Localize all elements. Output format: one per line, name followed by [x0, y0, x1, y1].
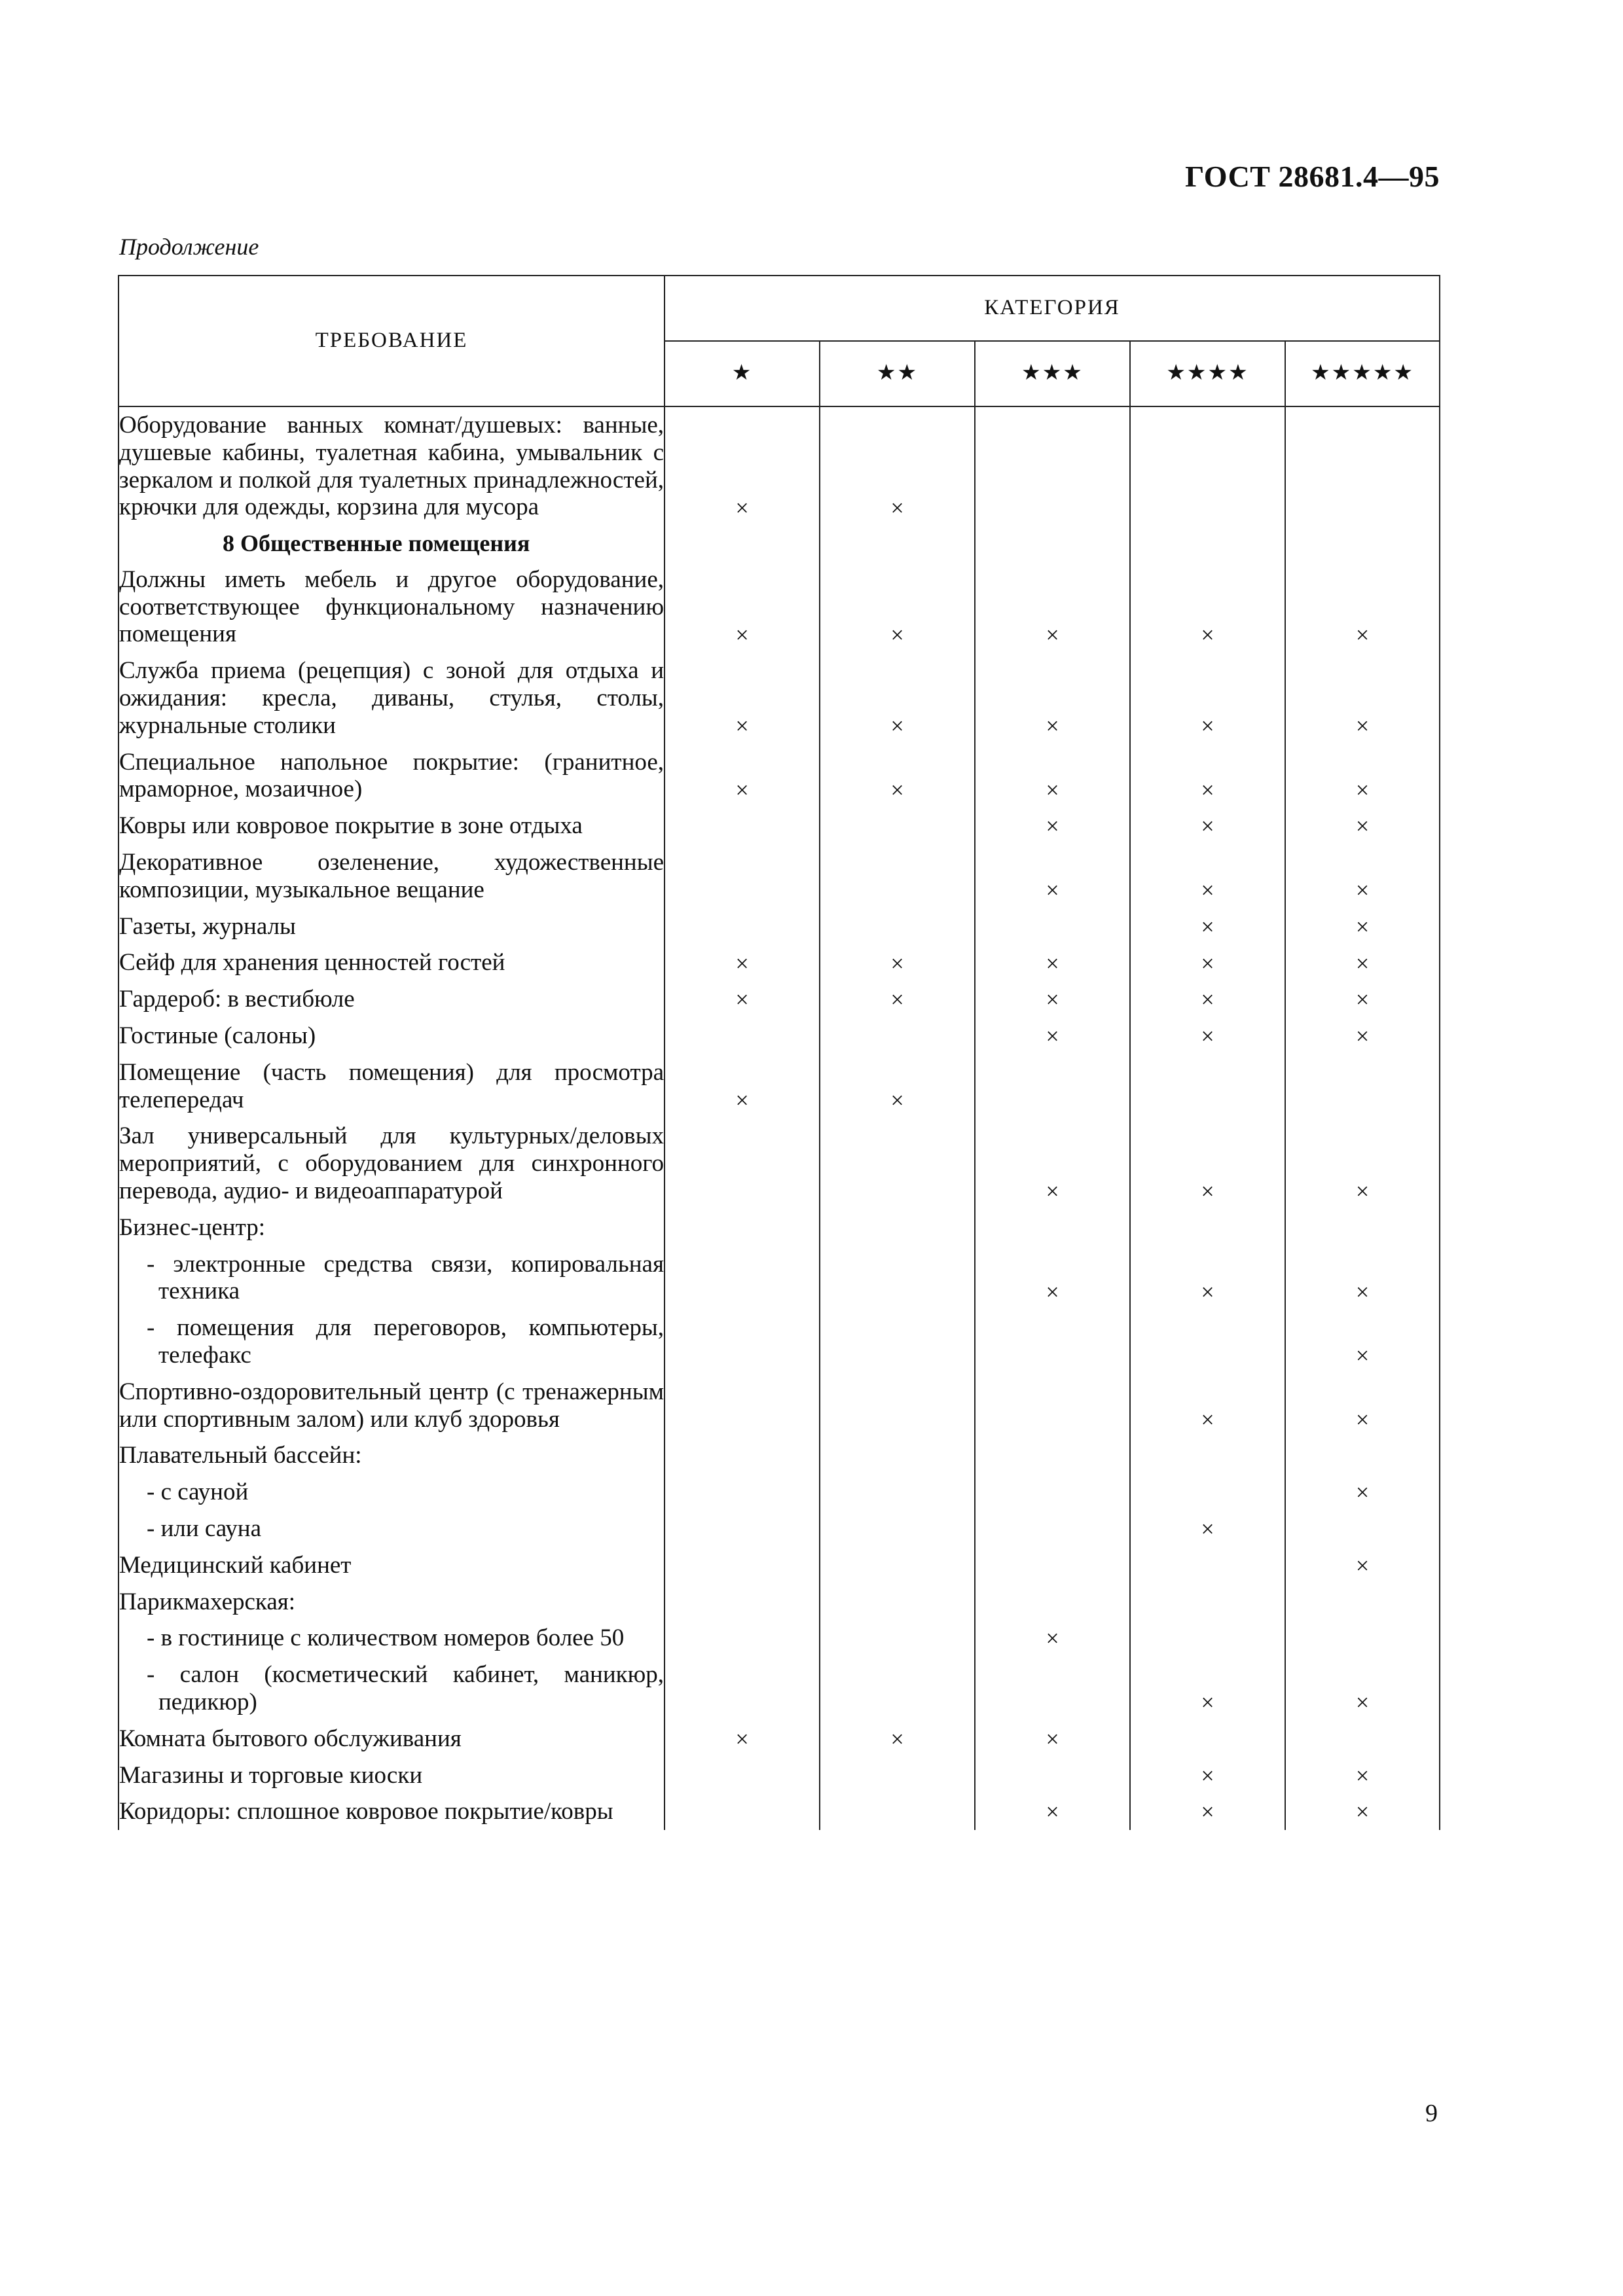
category-4-mark-cell [1130, 1793, 1285, 1830]
category-4-mark-cell [1130, 1757, 1285, 1794]
category-1-mark-cell [665, 1547, 820, 1584]
required-mark: × [1201, 1278, 1214, 1305]
table-row [119, 1547, 1440, 1584]
category-4-mark-cell [1130, 1584, 1285, 1621]
category-4-mark-cell [1130, 844, 1285, 908]
requirement-text: Бизнес-центр: [119, 1210, 665, 1246]
category-3-mark-cell [975, 1310, 1130, 1374]
category-1-mark-cell [665, 1246, 820, 1310]
category-2-star: ★★ [820, 341, 975, 406]
table-row [119, 1118, 1440, 1209]
required-mark: × [1355, 1762, 1370, 1789]
table-row [119, 1511, 1440, 1547]
category-5-star: ★★★★★ [1285, 341, 1440, 406]
required-mark: × [1046, 621, 1059, 648]
category-4-mark-cell [1130, 1310, 1285, 1374]
category-2-mark-cell [820, 944, 975, 981]
category-3-star: ★★★ [975, 341, 1130, 406]
required-mark: × [735, 1086, 749, 1113]
required-mark: × [1355, 712, 1370, 739]
required-mark: × [735, 621, 749, 648]
requirement-text: Зал универсальный для культурных/деловых мероприятий, с оборудованием для синхронного перевода, аудио- и видеоаппаратурой [119, 1118, 665, 1209]
category-4-mark-cell [1130, 406, 1285, 526]
requirement-text: Сейф для хранения ценностей гостей [119, 944, 665, 981]
requirement-text: - электронные средства связи, копировальная техника [119, 1246, 665, 1310]
category-4-mark-cell [1130, 1210, 1285, 1246]
required-mark: × [1201, 621, 1214, 648]
category-4-mark-cell [1130, 744, 1285, 808]
category-1-mark-cell [665, 1437, 820, 1474]
category-3-mark-cell [975, 526, 1130, 562]
category-2-mark-cell [820, 1657, 975, 1721]
table-row [119, 1474, 1440, 1511]
category-2-mark-cell [820, 1474, 975, 1511]
requirements-table-body [119, 406, 1440, 1830]
category-2-mark-cell [820, 808, 975, 844]
category-1-mark-cell [665, 1511, 820, 1547]
required-mark: × [1046, 1278, 1059, 1305]
category-3-mark-cell [975, 1246, 1130, 1310]
category-4-mark-cell [1130, 808, 1285, 844]
required-mark: × [1201, 950, 1214, 977]
category-4-mark-cell [1130, 1657, 1285, 1721]
table-row [119, 1757, 1440, 1794]
category-5-mark-cell [1285, 744, 1440, 808]
category-2-mark-cell [820, 844, 975, 908]
category-1-mark-cell [665, 1721, 820, 1757]
category-3-mark-cell [975, 1584, 1130, 1621]
category-4-mark-cell [1130, 908, 1285, 945]
required-mark: × [1355, 986, 1370, 1013]
required-mark: × [1046, 1023, 1059, 1050]
required-mark: × [1201, 712, 1214, 739]
category-1-mark-cell [665, 1054, 820, 1119]
required-mark: × [1201, 1689, 1214, 1716]
required-mark: × [1046, 986, 1059, 1013]
category-3-mark-cell [975, 1657, 1130, 1721]
category-3-mark-cell [975, 1721, 1130, 1757]
table-row [119, 1246, 1440, 1310]
required-mark: × [1201, 1516, 1214, 1543]
category-1-mark-cell [665, 944, 820, 981]
requirement-text: Гардероб: в вестибюле [119, 981, 665, 1018]
category-4-mark-cell [1130, 1721, 1285, 1757]
category-3-mark-cell [975, 653, 1130, 744]
category-2-mark-cell [820, 406, 975, 526]
required-mark: × [1355, 913, 1370, 940]
required-mark: × [1046, 1178, 1059, 1205]
category-2-mark-cell [820, 1310, 975, 1374]
category-4-mark-cell [1130, 653, 1285, 744]
category-2-mark-cell [820, 1757, 975, 1794]
required-mark: × [1046, 813, 1059, 840]
category-4-mark-cell [1130, 526, 1285, 562]
requirement-text: Магазины и торговые киоски [119, 1757, 665, 1794]
table-row [119, 944, 1440, 981]
category-5-mark-cell [1285, 1374, 1440, 1438]
category-1-mark-cell [665, 406, 820, 526]
category-2-mark-cell [820, 653, 975, 744]
category-4-mark-cell [1130, 1118, 1285, 1209]
category-5-mark-cell [1285, 981, 1440, 1018]
category-3-mark-cell [975, 562, 1130, 653]
category-2-mark-cell [820, 1210, 975, 1246]
requirement-text: - помещения для переговоров, компьютеры, телефакс [119, 1310, 665, 1374]
required-mark: × [1201, 1406, 1214, 1433]
category-4-mark-cell [1130, 562, 1285, 653]
required-mark: × [735, 712, 749, 739]
requirement-text: Комната бытового обслуживания [119, 1721, 665, 1757]
required-mark: × [1201, 813, 1214, 840]
category-3-mark-cell [975, 1757, 1130, 1794]
category-5-mark-cell [1285, 1210, 1440, 1246]
required-mark: × [1201, 776, 1214, 803]
category-1-mark-cell [665, 1310, 820, 1374]
required-mark: × [1201, 1023, 1214, 1050]
table-row [119, 1620, 1440, 1657]
category-5-mark-cell [1285, 1584, 1440, 1621]
requirement-text: Служба приема (рецепция) с зоной для отдыха и ожидания: кресла, диваны, стулья, столы, журнальные столики [119, 653, 665, 744]
requirement-text: Гостиные (салоны) [119, 1018, 665, 1054]
category-5-mark-cell [1285, 1757, 1440, 1794]
requirement-text: Помещение (часть помещения) для просмотра телепередач [119, 1054, 665, 1119]
category-4-mark-cell [1130, 1511, 1285, 1547]
section-title: 8 Общественные помещения [119, 526, 665, 562]
table-row [119, 1310, 1440, 1374]
category-2-mark-cell [820, 1547, 975, 1584]
category-1-mark-cell [665, 1757, 820, 1794]
category-5-mark-cell [1285, 1657, 1440, 1721]
table-row [119, 981, 1440, 1018]
requirement-text: - с сауной [119, 1474, 665, 1511]
category-3-mark-cell [975, 1474, 1130, 1511]
category-5-mark-cell [1285, 562, 1440, 653]
requirement-text: Медицинский кабинет [119, 1547, 665, 1584]
category-3-mark-cell [975, 1793, 1130, 1830]
required-mark: × [1046, 1725, 1059, 1752]
required-mark: × [1355, 1799, 1370, 1825]
category-3-mark-cell [975, 981, 1130, 1018]
category-3-mark-cell [975, 1018, 1130, 1054]
requirements-table [118, 275, 1440, 1830]
category-5-mark-cell [1285, 1310, 1440, 1374]
requirement-text: Должны иметь мебель и другое оборудование, соответствующее функциональному назначению помещения [119, 562, 665, 653]
category-header: КАТЕГОРИЯ [665, 276, 1440, 341]
category-3-mark-cell [975, 1437, 1130, 1474]
table-row [119, 562, 1440, 653]
table-row [119, 1793, 1440, 1830]
required-mark: × [1355, 621, 1370, 648]
category-5-mark-cell [1285, 1793, 1440, 1830]
required-mark: × [1046, 1625, 1059, 1652]
category-4-mark-cell [1130, 981, 1285, 1018]
category-1-mark-cell [665, 1793, 820, 1830]
category-4-mark-cell [1130, 944, 1285, 981]
category-5-mark-cell [1285, 1246, 1440, 1310]
required-mark: × [1046, 712, 1059, 739]
category-1-mark-cell [665, 844, 820, 908]
table-row [119, 1584, 1440, 1621]
required-mark: × [1355, 813, 1370, 840]
required-mark: × [1355, 1023, 1370, 1050]
continuation-label: Продолжение [119, 234, 259, 260]
category-1-star: ★ [665, 341, 820, 406]
category-5-mark-cell [1285, 1721, 1440, 1757]
category-5-mark-cell [1285, 1118, 1440, 1209]
category-3-mark-cell [975, 1620, 1130, 1657]
required-mark: × [1046, 1799, 1059, 1825]
required-mark: × [1201, 986, 1214, 1013]
category-2-mark-cell [820, 1721, 975, 1757]
category-1-mark-cell [665, 744, 820, 808]
category-2-mark-cell [820, 1584, 975, 1621]
required-mark: × [1046, 776, 1059, 803]
required-mark: × [735, 776, 749, 803]
category-5-mark-cell [1285, 1018, 1440, 1054]
category-1-mark-cell [665, 1474, 820, 1511]
required-mark: × [1201, 913, 1214, 940]
required-mark: × [1046, 950, 1059, 977]
category-5-mark-cell [1285, 808, 1440, 844]
requirement-text: Оборудование ванных комнат/душевых: ванные, душевые кабины, туалетная кабина, умывальник с зеркалом и полкой для туалетных принадлежностей, крючки для одежды, корзина для мусора [119, 406, 665, 526]
category-4-mark-cell [1130, 1474, 1285, 1511]
table-row [119, 1437, 1440, 1474]
category-2-mark-cell [820, 1018, 975, 1054]
table-row [119, 908, 1440, 945]
category-2-mark-cell [820, 1620, 975, 1657]
category-5-mark-cell [1285, 944, 1440, 981]
required-mark: × [1355, 950, 1370, 977]
category-5-mark-cell [1285, 1547, 1440, 1584]
category-4-mark-cell [1130, 1620, 1285, 1657]
category-2-mark-cell [820, 981, 975, 1018]
category-1-mark-cell [665, 1657, 820, 1721]
category-4-mark-cell [1130, 1547, 1285, 1584]
required-mark: × [735, 950, 749, 977]
required-mark: × [1355, 1552, 1370, 1579]
requirement-text: Декоративное озеленение, художественные композиции, музыкальное вещание [119, 844, 665, 908]
category-4-mark-cell [1130, 1018, 1285, 1054]
category-2-mark-cell [820, 1374, 975, 1438]
category-1-mark-cell [665, 1620, 820, 1657]
requirement-text: Ковры или ковровое покрытие в зоне отдыха [119, 808, 665, 844]
category-5-mark-cell [1285, 1620, 1440, 1657]
table-row [119, 1054, 1440, 1119]
category-5-mark-cell [1285, 406, 1440, 526]
category-3-mark-cell [975, 1511, 1130, 1547]
table-row [119, 844, 1440, 908]
table-row [119, 406, 1440, 526]
category-3-mark-cell [975, 944, 1130, 981]
required-mark: × [1355, 1342, 1370, 1369]
category-2-mark-cell [820, 908, 975, 945]
table-row [119, 1721, 1440, 1757]
category-2-mark-cell [820, 744, 975, 808]
category-5-mark-cell [1285, 526, 1440, 562]
category-2-mark-cell [820, 526, 975, 562]
category-2-mark-cell [820, 1437, 975, 1474]
requirement-text: - салон (косметический кабинет, маникюр, педикюр) [119, 1657, 665, 1721]
category-5-mark-cell [1285, 1511, 1440, 1547]
required-mark: × [735, 494, 749, 521]
category-5-mark-cell [1285, 908, 1440, 945]
category-3-mark-cell [975, 808, 1130, 844]
requirement-text: Парикмахерская: [119, 1584, 665, 1621]
category-5-mark-cell [1285, 1054, 1440, 1119]
category-3-mark-cell [975, 1054, 1130, 1119]
category-1-mark-cell [665, 526, 820, 562]
category-2-mark-cell [820, 1793, 975, 1830]
required-mark: × [1201, 1799, 1214, 1825]
required-mark: × [890, 986, 904, 1013]
category-3-mark-cell [975, 908, 1130, 945]
category-3-mark-cell [975, 744, 1130, 808]
category-4-mark-cell [1130, 1374, 1285, 1438]
category-1-mark-cell [665, 1118, 820, 1209]
category-5-mark-cell [1285, 844, 1440, 908]
required-mark: × [1355, 1406, 1370, 1433]
requirement-text: Специальное напольное покрытие: (гранитное, мраморное, мозаичное) [119, 744, 665, 808]
table-row [119, 1210, 1440, 1246]
category-1-mark-cell [665, 653, 820, 744]
category-4-mark-cell [1130, 1054, 1285, 1119]
required-mark: × [735, 1725, 749, 1752]
table-row [119, 808, 1440, 844]
category-3-mark-cell [975, 1547, 1130, 1584]
requirement-header: ТРЕБОВАНИЕ [119, 276, 665, 406]
required-mark: × [1355, 876, 1370, 903]
required-mark: × [890, 621, 904, 648]
table-row [119, 1657, 1440, 1721]
requirement-text: - в гостинице с количеством номеров более 50 [119, 1620, 665, 1657]
required-mark: × [1355, 1178, 1370, 1205]
category-2-mark-cell [820, 1511, 975, 1547]
page-number: 9 [1425, 2100, 1438, 2127]
category-5-mark-cell [1285, 1474, 1440, 1511]
required-mark: × [1201, 1762, 1214, 1789]
category-3-mark-cell [975, 844, 1130, 908]
category-1-mark-cell [665, 908, 820, 945]
category-5-mark-cell [1285, 1437, 1440, 1474]
category-1-mark-cell [665, 562, 820, 653]
table-row [119, 1018, 1440, 1054]
category-1-mark-cell [665, 1584, 820, 1621]
required-mark: × [1355, 776, 1370, 803]
category-1-mark-cell [665, 981, 820, 1018]
required-mark: × [1046, 876, 1059, 903]
category-4-star: ★★★★ [1130, 341, 1285, 406]
category-1-mark-cell [665, 808, 820, 844]
required-mark: × [1201, 876, 1214, 903]
category-2-mark-cell [820, 562, 975, 653]
document-code: ГОСТ 28681.4—95 [1185, 160, 1440, 193]
required-mark: × [1355, 1278, 1370, 1305]
table-row [119, 1374, 1440, 1438]
category-3-mark-cell [975, 1374, 1130, 1438]
category-3-mark-cell [975, 1118, 1130, 1209]
required-mark: × [890, 950, 904, 977]
required-mark: × [890, 712, 904, 739]
category-3-mark-cell [975, 1210, 1130, 1246]
category-3-mark-cell [975, 406, 1130, 526]
category-2-mark-cell [820, 1054, 975, 1119]
required-mark: × [735, 986, 749, 1013]
category-1-mark-cell [665, 1018, 820, 1054]
requirement-text: - или сауна [119, 1511, 665, 1547]
section-row [119, 526, 1440, 562]
table-row [119, 744, 1440, 808]
required-mark: × [890, 1725, 904, 1752]
required-mark: × [890, 1086, 904, 1113]
category-2-mark-cell [820, 1118, 975, 1209]
category-4-mark-cell [1130, 1246, 1285, 1310]
required-mark: × [1201, 1178, 1214, 1205]
requirement-text: Спортивно-оздоровительный центр (с тренажерным или спортивным залом) или клуб здоровья [119, 1374, 665, 1438]
requirement-text: Коридоры: сплошное ковровое покрытие/ковры [119, 1793, 665, 1830]
category-1-mark-cell [665, 1374, 820, 1438]
requirement-text: Газеты, журналы [119, 908, 665, 945]
requirement-text: Плавательный бассейн: [119, 1437, 665, 1474]
table-row [119, 653, 1440, 744]
required-mark: × [1355, 1479, 1370, 1506]
category-4-mark-cell [1130, 1437, 1285, 1474]
required-mark: × [890, 494, 904, 521]
category-5-mark-cell [1285, 653, 1440, 744]
required-mark: × [1355, 1689, 1370, 1716]
required-mark: × [890, 776, 904, 803]
category-2-mark-cell [820, 1246, 975, 1310]
category-1-mark-cell [665, 1210, 820, 1246]
